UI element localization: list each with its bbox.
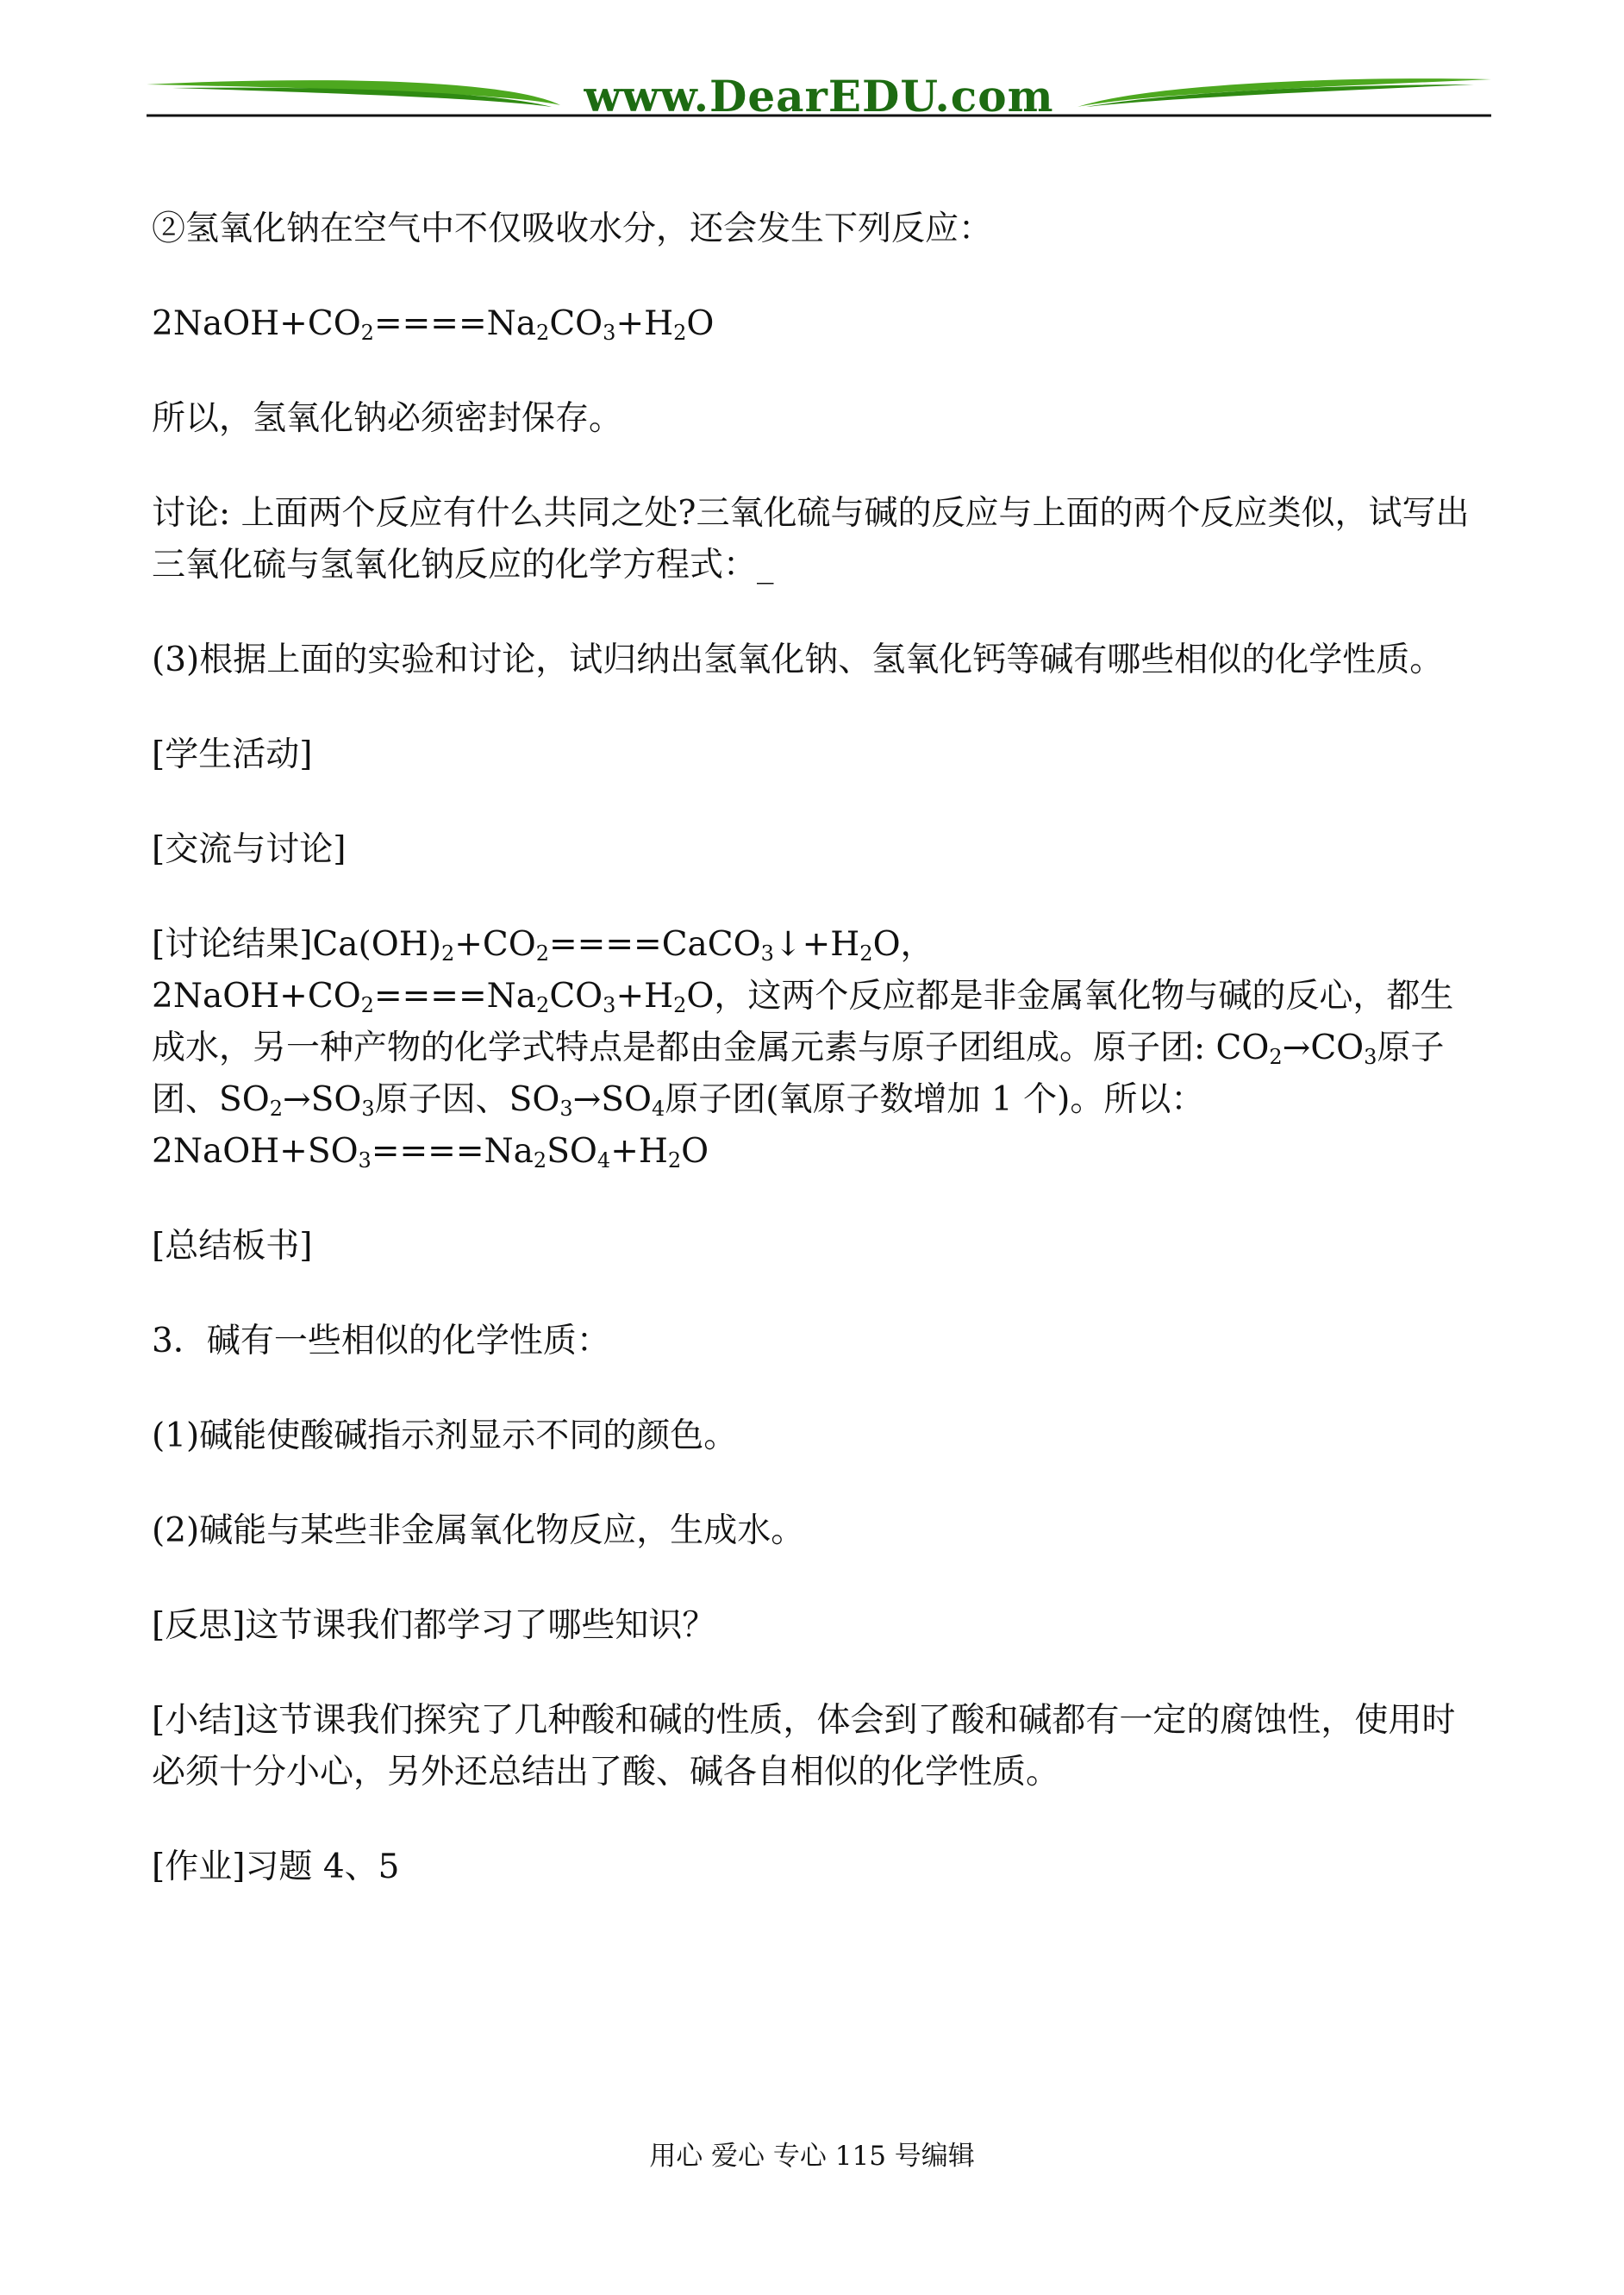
paragraph [152, 729, 1483, 781]
subscript: 2 [859, 941, 873, 966]
paragraph [152, 824, 1483, 876]
text-run: 3．碱有一些相似的化学性质： [152, 1322, 610, 1360]
text-run: [交流与讨论] [152, 830, 347, 869]
subscript: 3 [358, 1148, 372, 1173]
text-run: +CO [454, 925, 536, 964]
text-run: O [681, 1132, 709, 1171]
text-run: [作业]习题 4、5 [152, 1848, 400, 1886]
text-run: +H [615, 977, 674, 1016]
text-run: ====Na [373, 304, 537, 343]
subscript: 2 [269, 1097, 283, 1121]
subscript: 2 [535, 941, 549, 966]
paragraph [152, 919, 1483, 1178]
text-run: 2NaOH+CO [152, 304, 361, 343]
text-run: CO [549, 304, 603, 343]
subscript: 3 [603, 993, 616, 1017]
text-run: [小结]这节课我们探究了几种酸和碱的性质，体会到了酸和碱都有一定的腐蚀性，使用时必须十分小心，另外还总结出了酸、碱各自相似的化学性质。 [152, 1701, 1456, 1792]
paragraph [152, 393, 1483, 445]
text-run: ====Na [371, 1132, 534, 1171]
text-run: (2)碱能与某些非金属氧化物反应，生成水。 [152, 1511, 805, 1550]
subscript: 3 [603, 321, 616, 345]
paragraph [152, 1505, 1483, 1557]
text-run: →CO [1282, 1029, 1365, 1067]
text-run: 所以，氢氧化钠必须密封保存。 [152, 399, 623, 438]
subscript: 2 [536, 321, 550, 345]
paragraph [152, 1842, 1483, 1893]
text-run: O [686, 304, 715, 343]
text-run: ====CaCO [549, 925, 761, 964]
subscript: 2 [673, 321, 687, 345]
text-run: CO [549, 977, 603, 1016]
paragraph [152, 203, 1483, 255]
text-run: O，2NaOH+CO [152, 925, 934, 1016]
subscript: 3 [1364, 1045, 1377, 1069]
text-run: [总结板书] [152, 1227, 313, 1266]
paragraph [152, 635, 1483, 686]
page-header [147, 67, 1491, 128]
text-run: (1)碱能使酸碱指示剂显示不同的颜色。 [152, 1416, 738, 1455]
text-run: [讨论结果]Ca(OH) [152, 925, 441, 964]
subscript: 2 [536, 993, 550, 1017]
text-run: +H [615, 304, 674, 343]
site-logo: www.DearEDU.com [584, 71, 1054, 122]
text-run: ↓+H [773, 925, 860, 964]
paragraph [152, 1221, 1483, 1273]
subscript: 2 [673, 993, 687, 1017]
text-run: (3)根据上面的实验和讨论，试归纳出氢氧化钠、氢氧化钙等碱有哪些相似的化学性质。 [152, 641, 1444, 679]
subscript: 4 [597, 1148, 611, 1173]
paragraph [152, 1600, 1483, 1652]
text-run: [反思]这节课我们都学习了哪些知识？ [152, 1606, 716, 1645]
paragraph [152, 298, 1483, 350]
paragraph [152, 1695, 1483, 1798]
text-run: +H [610, 1132, 668, 1171]
paragraph [152, 488, 1483, 591]
subscript: 3 [760, 941, 774, 966]
text-run: →SO [282, 1080, 362, 1119]
subscript: 2 [667, 1148, 682, 1173]
text-run: SO [547, 1132, 597, 1171]
paragraph [152, 1410, 1483, 1462]
subscript: 2 [533, 1148, 547, 1173]
text-run: [学生活动] [152, 735, 313, 774]
subscript: 3 [559, 1097, 573, 1121]
subscript: 2 [1269, 1045, 1283, 1069]
paragraph [152, 1316, 1483, 1367]
text-run: O，这两个反应都是非金属氧化物与碱的反心，都生成水，另一种产物的化学式特点是都由金属元素与原子团组成。原子团: CO [152, 977, 1454, 1067]
text-run: ②氢氧化钠在空气中不仅吸收水分，还会发生下列反应： [152, 209, 993, 248]
page-footer: 用心 爱心 专心 115 号编辑 [649, 2141, 975, 2172]
document-body [152, 203, 1483, 1936]
text-run: →SO [572, 1080, 652, 1119]
text-run: ====Na [373, 977, 537, 1016]
subscript: 2 [360, 993, 374, 1017]
text-run: 原子团(氧原子数增加 1 个)。所以：2NaOH+SO [152, 1080, 1205, 1171]
subscript: 4 [652, 1097, 665, 1121]
text-run: 原子因、SO [374, 1080, 560, 1119]
text-run: 原子团、SO [152, 1029, 1445, 1119]
subscript: 2 [440, 941, 455, 966]
text-run: 讨论: 上面两个反应有什么共同之处?三氧化硫与碱的反应与上面的两个反应类似，试写出三氧化硫与氢氧化钠反应的化学方程式：_ [152, 494, 1470, 585]
subscript: 2 [360, 321, 374, 345]
subscript: 3 [361, 1097, 375, 1121]
